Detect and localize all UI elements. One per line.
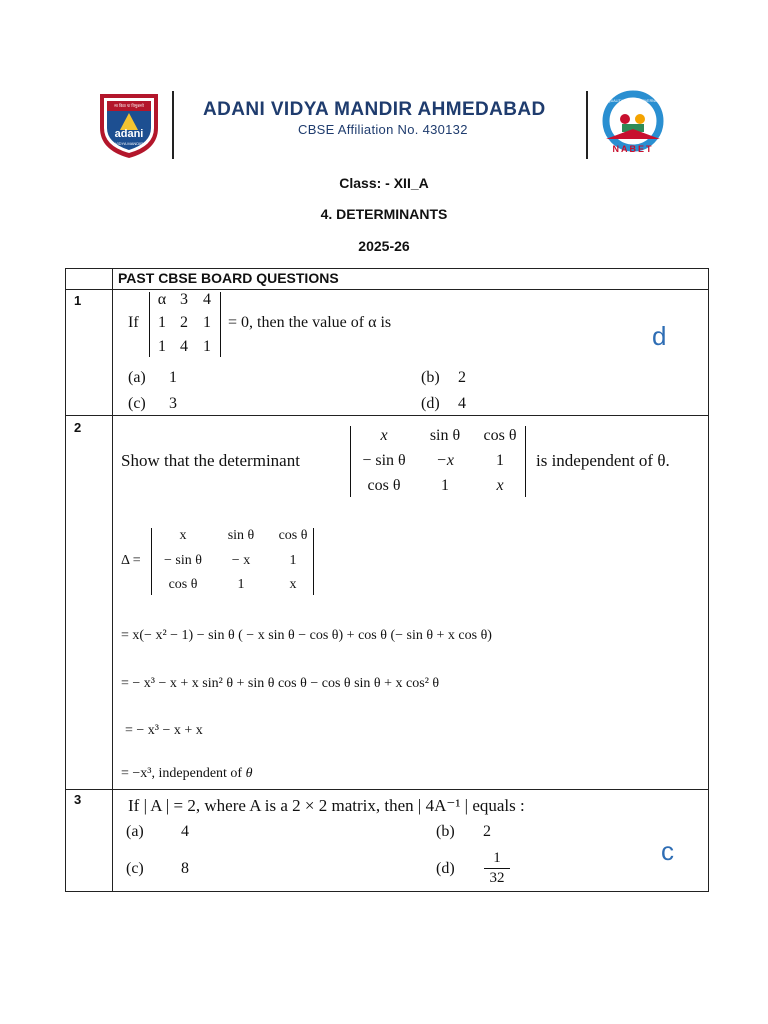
question-number-2: 2: [74, 420, 82, 435]
q1-m10: 1: [158, 314, 166, 331]
q1-m02: 4: [203, 291, 211, 308]
question-number-3: 3: [74, 792, 82, 807]
q2-s11: − x: [231, 553, 251, 568]
q2-delta-label: Δ =: [121, 553, 141, 568]
table-heading: PAST CBSE BOARD QUESTIONS: [118, 270, 339, 286]
q2-m20: cos θ: [367, 477, 401, 494]
q3-option-c-label: (c): [126, 860, 144, 877]
q3-option-b-label: (b): [436, 823, 455, 840]
q3-option-d-label: (d): [436, 860, 455, 877]
logo-motto: सा विद्या या विमुक्तये: [114, 103, 144, 108]
q2-s00: x: [179, 528, 187, 543]
q2-s20: cos θ: [168, 577, 198, 592]
q3-option-a-value: 4: [181, 823, 189, 840]
q1-option-c-value: 3: [169, 395, 177, 412]
q2-s10: − sin θ: [164, 553, 202, 568]
q1-m11: 2: [180, 314, 188, 331]
q2-step4-theta: θ: [245, 766, 253, 781]
q2-m21: 1: [441, 477, 449, 494]
q2-s01: sin θ: [227, 528, 255, 543]
q2-m01: sin θ: [429, 427, 461, 444]
q3-question-text: If | A | = 2, where A is a 2 × 2 matrix, then | 4A⁻¹ | equals :: [128, 796, 525, 815]
q1-m20: 1: [158, 338, 166, 355]
q2-solution-step-1: = x(− x² − 1) − sin θ ( − x sin θ − cos θ) + cos θ (− sin θ + x cos θ): [121, 628, 492, 643]
q2-m11: −x: [436, 452, 454, 469]
q1-option-d-label: (d): [421, 395, 440, 412]
academic-year: 2025-26: [358, 238, 410, 254]
q2-m02: cos θ: [483, 427, 517, 444]
q2-question-prefix: Show that the determinant: [121, 451, 300, 470]
school-logo: [96, 90, 162, 160]
fraction-numerator: 1: [493, 850, 501, 866]
q2-s12: 1: [289, 553, 297, 568]
q1-option-b-value: 2: [458, 369, 466, 386]
q2-s21: 1: [237, 577, 245, 592]
logo-brand-text: adani: [114, 128, 144, 140]
q1-m01: 3: [180, 291, 188, 308]
nabet-ring-text: QUALITY SCHOOL GOVERNANCE: [608, 99, 665, 103]
affiliation-number: CBSE Affiliation No. 430132: [298, 122, 468, 137]
q3-option-b-value: 2: [483, 823, 491, 840]
q1-option-d-value: 4: [458, 395, 466, 412]
school-name: ADANI VIDYA MANDIR AHMEDABAD: [203, 99, 546, 120]
class-line: Class: - XII_A: [339, 175, 429, 191]
q3-option-d-fraction: [484, 850, 510, 887]
q2-solution-step-2: = − x³ − x + x sin² θ + sin θ cos θ − cos θ sin θ + x cos² θ: [121, 676, 440, 691]
nabet-label: NABET: [612, 144, 654, 154]
chapter-title: 4. DETERMINANTS: [320, 206, 448, 222]
q1-option-a-label: (a): [128, 369, 146, 386]
q1-option-c-label: (c): [128, 395, 146, 412]
q1-m22: 1: [203, 338, 211, 355]
q2-s22: x: [289, 577, 297, 592]
header-divider-right: [586, 91, 588, 159]
q1-m12: 1: [203, 314, 211, 331]
q1-if-text: If: [128, 314, 139, 331]
q2-m00: x: [380, 427, 388, 444]
nabet-logo: [594, 91, 672, 159]
q3-option-c-value: 8: [181, 860, 189, 877]
fraction-denominator: 32: [489, 870, 505, 886]
q2-m12: 1: [496, 452, 504, 469]
q1-m00: α: [157, 291, 167, 308]
q2-m22: x: [496, 477, 504, 494]
q2-step4-text: , independent of: [151, 766, 243, 781]
q2-question-suffix: is independent of θ.: [536, 451, 670, 470]
q3-answer: c: [661, 836, 674, 866]
logo-subtext: VIDYA MANDIR: [114, 141, 144, 146]
q1-question-text: = 0, then the value of α is: [228, 314, 392, 331]
q2-step4-math: = −x³: [121, 766, 152, 781]
header-divider-left: [172, 91, 174, 159]
q2-m10: − sin θ: [362, 452, 406, 469]
q1-option-b-label: (b): [421, 369, 440, 386]
q3-option-a-label: (a): [126, 823, 144, 840]
q2-s02: cos θ: [278, 528, 308, 543]
q1-option-a-value: 1: [169, 369, 177, 386]
q2-solution-step-3: = − x³ − x + x: [125, 723, 203, 738]
q1-m21: 4: [180, 338, 188, 355]
q2-solution-step-4: [121, 766, 252, 782]
question-number-1: 1: [74, 293, 82, 308]
q1-answer: d: [652, 321, 667, 351]
